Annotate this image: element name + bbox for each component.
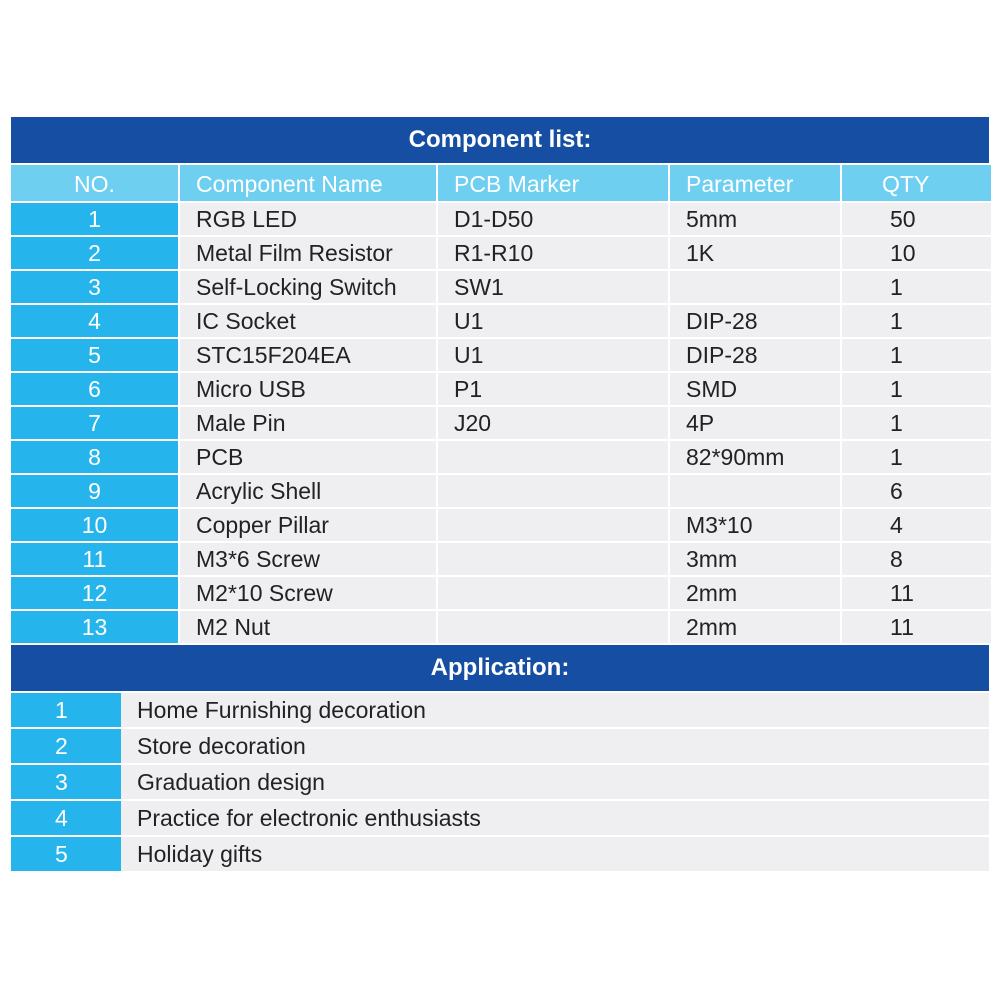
row-no: 2 bbox=[11, 237, 178, 269]
header-pcb-marker: PCB Marker bbox=[438, 165, 668, 201]
row-pcb-marker: D1-D50 bbox=[438, 203, 668, 235]
row-component-name: PCB bbox=[180, 441, 436, 473]
row-no: 11 bbox=[11, 543, 178, 575]
row-pcb-marker: U1 bbox=[438, 339, 668, 371]
row-parameter: 2mm bbox=[670, 577, 840, 609]
row-qty: 4 bbox=[842, 509, 991, 541]
row-qty: 8 bbox=[842, 543, 991, 575]
row-pcb-marker bbox=[438, 611, 668, 643]
row-no: 4 bbox=[11, 305, 178, 337]
application-no: 2 bbox=[11, 729, 121, 763]
header-parameter: Parameter bbox=[670, 165, 840, 201]
row-pcb-marker bbox=[438, 475, 668, 507]
row-parameter bbox=[670, 475, 840, 507]
row-pcb-marker: J20 bbox=[438, 407, 668, 439]
row-component-name: M3*6 Screw bbox=[180, 543, 436, 575]
row-qty: 6 bbox=[842, 475, 991, 507]
application-no: 3 bbox=[11, 765, 121, 799]
component-list-title: Component list: bbox=[11, 117, 989, 165]
row-pcb-marker: SW1 bbox=[438, 271, 668, 303]
row-component-name: Micro USB bbox=[180, 373, 436, 405]
application-text: Graduation design bbox=[121, 765, 989, 799]
row-pcb-marker: R1-R10 bbox=[438, 237, 668, 269]
row-qty: 11 bbox=[842, 611, 991, 643]
spec-sheet bbox=[11, 117, 989, 873]
row-pcb-marker bbox=[438, 577, 668, 609]
row-no: 3 bbox=[11, 271, 178, 303]
row-component-name: IC Socket bbox=[180, 305, 436, 337]
row-component-name: Copper Pillar bbox=[180, 509, 436, 541]
application-no: 4 bbox=[11, 801, 121, 835]
row-no: 5 bbox=[11, 339, 178, 371]
row-parameter: 2mm bbox=[670, 611, 840, 643]
row-no: 7 bbox=[11, 407, 178, 439]
row-no: 8 bbox=[11, 441, 178, 473]
row-no: 10 bbox=[11, 509, 178, 541]
row-pcb-marker bbox=[438, 543, 668, 575]
row-no: 1 bbox=[11, 203, 178, 235]
row-component-name: Male Pin bbox=[180, 407, 436, 439]
application-title: Application: bbox=[11, 645, 989, 693]
row-component-name: Acrylic Shell bbox=[180, 475, 436, 507]
row-parameter: DIP-28 bbox=[670, 305, 840, 337]
application-list bbox=[11, 693, 989, 873]
row-qty: 10 bbox=[842, 237, 991, 269]
row-parameter: SMD bbox=[670, 373, 840, 405]
row-parameter: 4P bbox=[670, 407, 840, 439]
row-no: 9 bbox=[11, 475, 178, 507]
row-pcb-marker: U1 bbox=[438, 305, 668, 337]
row-component-name: Self-Locking Switch bbox=[180, 271, 436, 303]
row-parameter: 1K bbox=[670, 237, 840, 269]
row-parameter: 5mm bbox=[670, 203, 840, 235]
application-no: 1 bbox=[11, 693, 121, 727]
row-no: 13 bbox=[11, 611, 178, 643]
row-component-name: Metal Film Resistor bbox=[180, 237, 436, 269]
header-no: NO. bbox=[11, 165, 178, 201]
row-no: 12 bbox=[11, 577, 178, 609]
row-qty: 1 bbox=[842, 441, 991, 473]
row-qty: 50 bbox=[842, 203, 991, 235]
row-parameter: DIP-28 bbox=[670, 339, 840, 371]
row-qty: 1 bbox=[842, 373, 991, 405]
row-component-name: STC15F204EA bbox=[180, 339, 436, 371]
row-component-name: RGB LED bbox=[180, 203, 436, 235]
row-component-name: M2*10 Screw bbox=[180, 577, 436, 609]
row-qty: 11 bbox=[842, 577, 991, 609]
row-qty: 1 bbox=[842, 407, 991, 439]
component-table-body bbox=[11, 203, 989, 645]
row-parameter bbox=[670, 271, 840, 303]
row-parameter: 82*90mm bbox=[670, 441, 840, 473]
application-text: Holiday gifts bbox=[121, 837, 989, 871]
row-pcb-marker: P1 bbox=[438, 373, 668, 405]
component-table-header bbox=[11, 165, 989, 203]
row-parameter: M3*10 bbox=[670, 509, 840, 541]
row-parameter: 3mm bbox=[670, 543, 840, 575]
row-pcb-marker bbox=[438, 441, 668, 473]
header-component-name: Component Name bbox=[180, 165, 436, 201]
row-component-name: M2 Nut bbox=[180, 611, 436, 643]
row-qty: 1 bbox=[842, 339, 991, 371]
row-qty: 1 bbox=[842, 305, 991, 337]
header-qty: QTY bbox=[842, 165, 991, 201]
row-qty: 1 bbox=[842, 271, 991, 303]
row-pcb-marker bbox=[438, 509, 668, 541]
application-text: Home Furnishing decoration bbox=[121, 693, 989, 727]
row-no: 6 bbox=[11, 373, 178, 405]
application-text: Store decoration bbox=[121, 729, 989, 763]
application-no: 5 bbox=[11, 837, 121, 871]
application-text: Practice for electronic enthusiasts bbox=[121, 801, 989, 835]
